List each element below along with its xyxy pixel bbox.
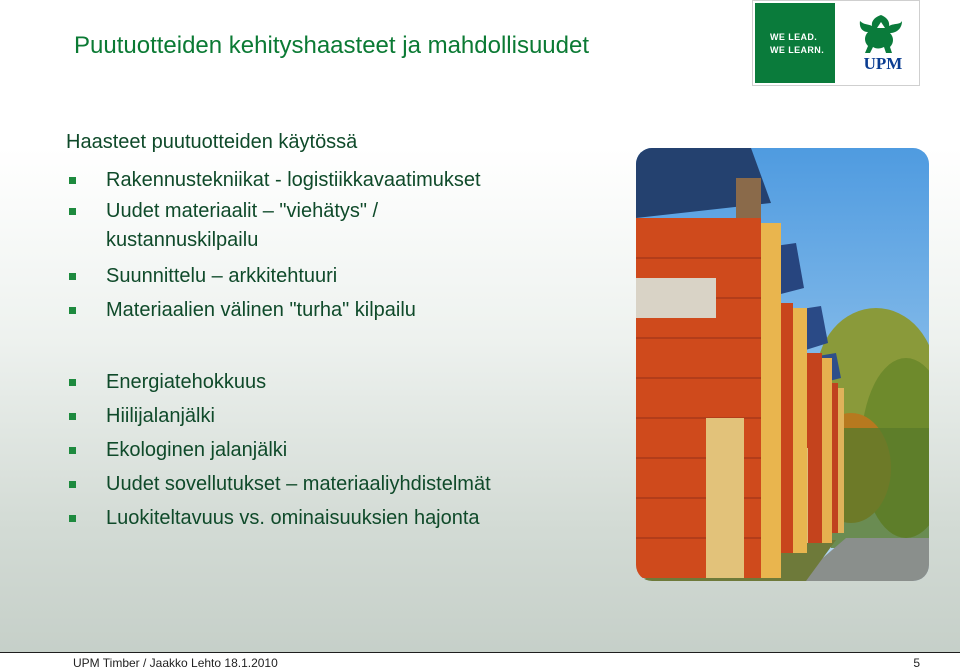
footer xyxy=(0,652,960,672)
list-item: Uudet materiaalit – "viehätys" / kustannuskilpailu xyxy=(66,197,506,259)
page-number: 5 xyxy=(913,656,920,670)
challenges-list xyxy=(66,163,506,327)
logo-tagline-line-1: WE LEAD. xyxy=(770,32,818,42)
opportunities-list xyxy=(66,365,491,535)
slide-title: Puutuotteiden kehityshaasteet ja mahdollisuudet xyxy=(74,32,590,59)
footer-credit: UPM Timber / Jaakko Lehto 18.1.2010 xyxy=(73,656,278,670)
list-item: Luokiteltavuus vs. ominaisuuksien hajonta xyxy=(66,501,491,535)
list-item: Rakennustekniikat - logistiikkavaatimukset xyxy=(66,163,506,197)
wooden-houses-photo xyxy=(636,148,929,581)
logo-tagline xyxy=(770,31,824,57)
upm-logo xyxy=(752,0,920,86)
griffin-icon xyxy=(856,11,906,57)
list-item: Uudet sovellutukset – materiaaliyhdistelmät xyxy=(66,467,491,501)
list-item: Energiatehokkuus xyxy=(66,365,491,399)
list-item: Materiaalien välinen "turha" kilpailu xyxy=(66,293,506,327)
houses-illustration xyxy=(636,148,929,581)
list-item: Ekologinen jalanjälki xyxy=(66,433,491,467)
logo-tagline-line-2: WE LEARN. xyxy=(770,45,825,55)
logo-wordmark: UPM xyxy=(863,54,903,73)
section-heading: Haasteet puutuotteiden käytössä xyxy=(66,131,358,153)
list-item: Hiilijalanjälki xyxy=(66,399,491,433)
list-item: Suunnittelu – arkkitehtuuri xyxy=(66,259,506,293)
logo-tagline-panel xyxy=(755,3,835,83)
